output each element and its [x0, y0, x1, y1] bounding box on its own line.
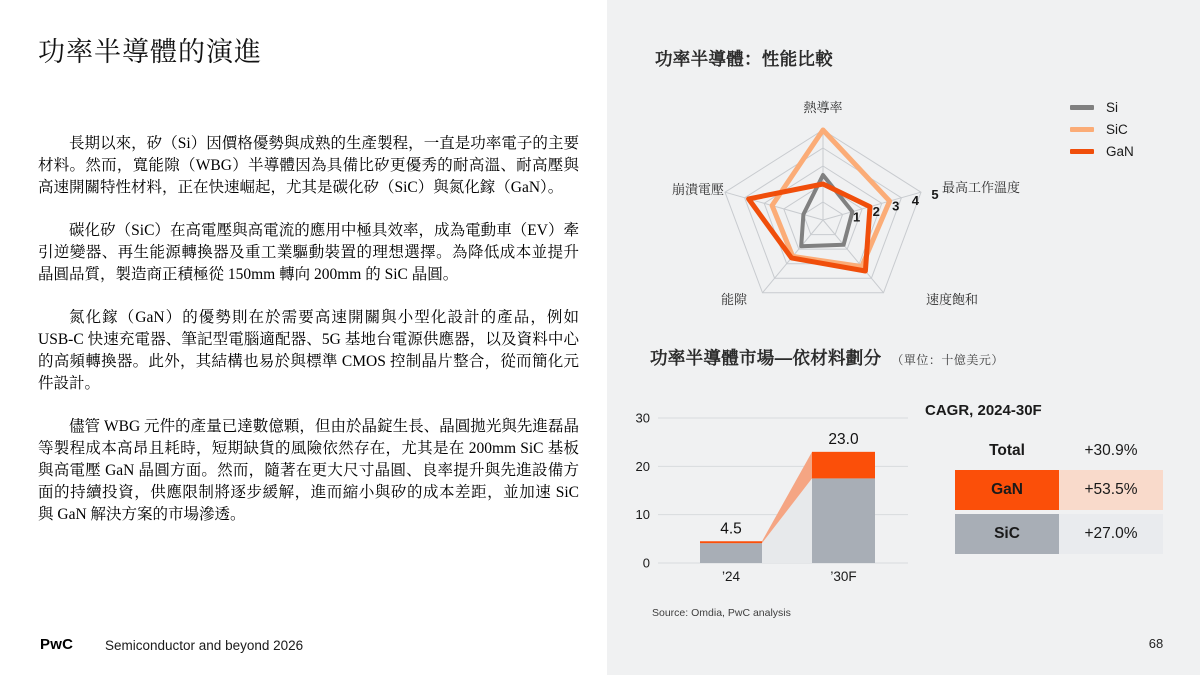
cagr-table — [955, 436, 1163, 558]
cagr-sic-label: SiC — [955, 514, 1059, 554]
paragraph-4: 儘管 WBG 元件的產量已達數億顆，但由於晶錠生長、晶圓拋光與先進磊晶等製程成本高昂且耗時，短期缺貨的風險依然存在，尤其是在 200mm SiC 基板與高電壓 GaN 晶圓方面。然而，隨著在更大尺寸晶圓、良率提升與先進設備方面的持續投資，供應限制將逐步緩解，進而縮小與矽的成本差距，並加速 SiC 與 GaN 解決方案的市場滲透。 — [38, 418, 579, 523]
market-chart-unit: （單位：十億美元） — [891, 353, 1004, 367]
legend-item-si — [1070, 96, 1134, 118]
svg-text:’24: ’24 — [721, 569, 741, 584]
legend-item-sic — [1070, 118, 1134, 140]
page-title: 功率半導體的演進 — [38, 37, 262, 67]
svg-text:3: 3 — [892, 198, 900, 214]
paragraph-3: 氮化鎵（GaN）的優勢則在於需要高速開關與小型化設計的產品，例如 USB-C 快速充電器、筆記型電腦適配器、5G 基地台電源供應器，以及資料中心的高頻轉換器。此外，其結構也易於與標準 CMOS 控制晶片整合，從而簡化元件設計。 — [38, 309, 579, 392]
cagr-heading: CAGR, 2024-30F — [925, 402, 1042, 419]
svg-text:能隙: 能隙 — [720, 292, 748, 307]
cagr-total-label: Total — [989, 442, 1025, 459]
cagr-total-value: +30.9% — [1084, 442, 1138, 459]
legend-label-gan: GaN — [1106, 143, 1134, 159]
svg-text:’30F: ’30F — [830, 569, 857, 584]
pwc-logo: PwC — [40, 636, 74, 653]
svg-text:熱導率: 熱導率 — [803, 100, 843, 115]
market-bar-chart — [630, 400, 930, 585]
source-note: Source: Omdia, PwC analysis — [652, 607, 791, 619]
svg-text:0: 0 — [642, 555, 650, 571]
market-chart-header — [650, 345, 1004, 370]
svg-text:10: 10 — [635, 507, 650, 523]
svg-text:1: 1 — [852, 209, 861, 225]
cagr-row-sic — [955, 514, 1163, 554]
svg-text:4.5: 4.5 — [720, 520, 742, 538]
cagr-gan-value: +53.5% — [1059, 470, 1163, 510]
paragraph-1: 長期以來，矽（Si）因價格優勢與成熟的生產製程，一直是功率電子的主要材料。然而，寬能隙（WBG）半導體因為具備比矽更優秀的耐高溫、耐高壓與高速開關特性材料，正在快速崛起，尤其是碳化矽（SiC）與氮化鎵（GaN）。 — [38, 135, 579, 196]
cagr-gan-label: GaN — [955, 470, 1059, 510]
svg-text:速度飽和: 速度飽和 — [926, 292, 979, 307]
svg-text:2: 2 — [872, 203, 880, 219]
radar-chart — [620, 88, 1040, 335]
cagr-sic-value: +27.0% — [1059, 514, 1163, 554]
charts-panel — [607, 0, 1200, 675]
legend-label-sic: SiC — [1106, 121, 1128, 137]
svg-text:20: 20 — [635, 458, 650, 474]
svg-text:最高工作溫度: 最高工作溫度 — [942, 180, 1021, 195]
market-chart-title: 功率半導體市場—依材料劃分 — [650, 348, 882, 368]
paragraph-2: 碳化矽（SiC）在高電壓與高電流的應用中極具效率，成為電動車（EV）牽引逆變器、再生能源轉換器及重工業驅動裝置的理想選擇。為降低成本並提升晶圓品質，製造商正積極從 150mm 轉向 200mm 的 SiC 晶圓。 — [38, 222, 579, 283]
svg-text:崩潰電壓: 崩潰電壓 — [671, 182, 724, 197]
si-line-swatch — [1070, 105, 1094, 110]
svg-text:23.0: 23.0 — [828, 430, 859, 448]
legend-item-gan — [1070, 140, 1134, 162]
cagr-row-total — [955, 436, 1163, 466]
sic-line-swatch — [1070, 127, 1094, 132]
radar-legend — [1070, 96, 1134, 162]
performance-chart-title: 功率半導體：性能比較 — [655, 49, 833, 69]
svg-text:30: 30 — [635, 410, 650, 426]
legend-label-si: Si — [1106, 99, 1119, 115]
cagr-row-gan — [955, 470, 1163, 510]
svg-text:4: 4 — [911, 192, 919, 208]
svg-text:5: 5 — [931, 187, 939, 203]
page-number: 68 — [1148, 636, 1164, 651]
gan-line-swatch — [1070, 149, 1094, 154]
body-text — [38, 133, 579, 547]
footer-doc-title: Semiconductor and beyond 2026 — [105, 638, 304, 653]
